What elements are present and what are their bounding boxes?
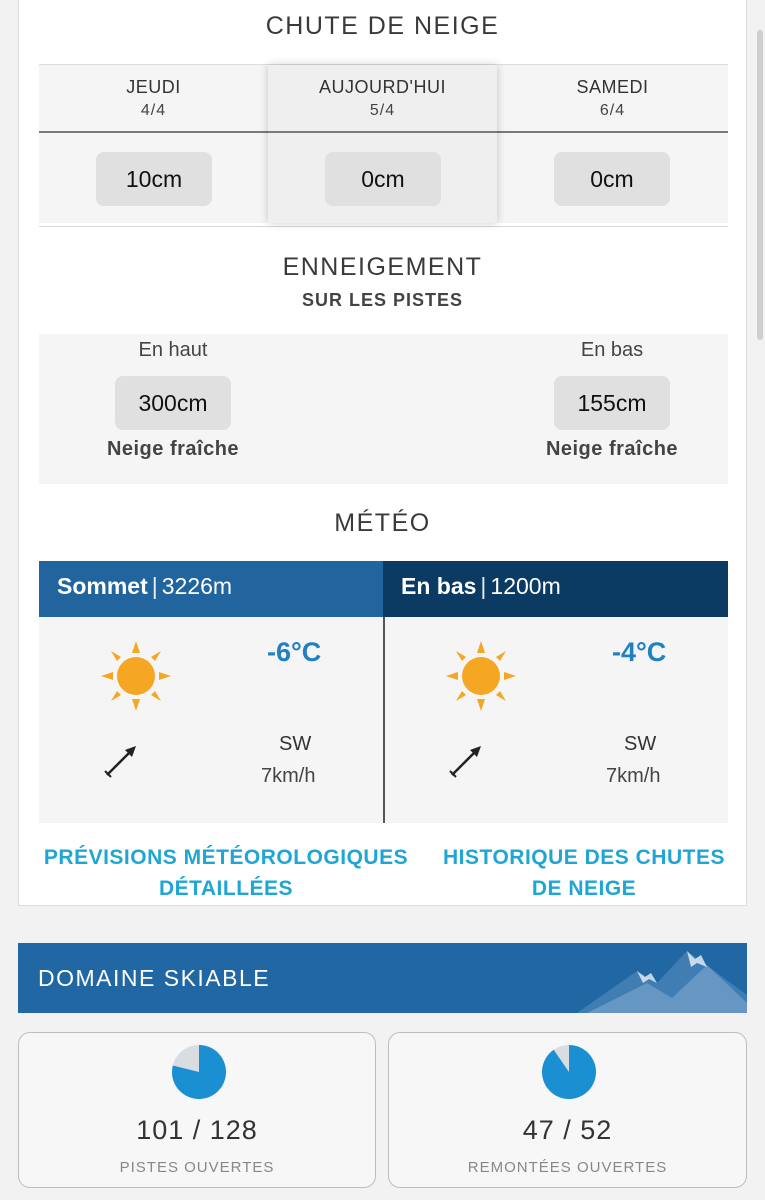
depth-bottom [512, 334, 712, 484]
depth-top-value: 300cm [115, 376, 231, 430]
lifts-caption: REMONTÉES OUVERTES [467, 1159, 668, 1176]
lifts-pie-icon [540, 1043, 598, 1101]
divider [39, 131, 268, 133]
base-name: En bas [401, 573, 477, 599]
base-wind-speed: 7km/h [606, 765, 661, 787]
wind-arrow-icon [448, 743, 484, 779]
day-label: SAMEDI [576, 77, 649, 97]
summit-weather [39, 617, 383, 823]
base-altitude: 1200m [490, 573, 561, 599]
snow-depth-subtitle: SUR LES PISTES [301, 290, 464, 310]
sun-icon [101, 641, 171, 711]
depth-bottom-label: En bas [580, 339, 644, 361]
base-temperature: -4°C [612, 637, 667, 667]
weather-panel [39, 561, 728, 823]
snow-depth-title: ENNEIGEMENT [282, 253, 483, 281]
summit-wind-direction: SW [279, 733, 312, 755]
summit-name: Sommet [57, 573, 148, 599]
day-label: JEUDI [126, 77, 181, 97]
scrollbar[interactable] [757, 30, 763, 340]
snowfall-amount: 10cm [96, 152, 212, 206]
depth-top-label: En haut [138, 339, 208, 361]
runs-caption: PISTES OUVERTES [119, 1159, 275, 1176]
snowfall-day-saturday [497, 65, 728, 223]
wind-arrow-icon [103, 743, 139, 779]
snowfall-history-link[interactable]: HISTORIQUE DES CHUTES DE NEIGE [443, 846, 725, 900]
weather-title: MÉTÉO [334, 509, 431, 537]
base-wind-direction: SW [624, 733, 657, 755]
snow-report-card [18, 0, 747, 906]
ski-area-header [18, 943, 747, 1013]
sun-icon [446, 641, 516, 711]
summit-temperature: -6°C [267, 637, 322, 667]
summit-altitude: 3226m [161, 573, 233, 599]
section-divider [39, 226, 728, 227]
lifts-open-count: 47 / 52 [522, 1115, 613, 1145]
runs-stat-card[interactable] [18, 1032, 376, 1188]
snowfall-title: CHUTE DE NEIGE [265, 12, 500, 40]
snowfall-table [39, 64, 728, 224]
base-header: En bas | 1200m [383, 561, 728, 617]
summit-wind-speed: 7km/h [261, 765, 316, 787]
base-weather [384, 617, 728, 823]
detailed-forecast-link[interactable]: PRÉVISIONS MÉTÉOROLOGIQUES DÉTAILLÉES [43, 846, 409, 900]
day-date: 5/4 [369, 102, 396, 119]
ski-area-title: DOMAINE SKIABLE [38, 965, 271, 991]
depth-top-type: Neige fraîche [106, 438, 240, 460]
snowfall-day-today [268, 65, 497, 223]
mountain-icon [577, 943, 747, 1013]
snow-depth-panel [39, 334, 728, 484]
snowfall-amount: 0cm [325, 152, 441, 206]
depth-bottom-value: 155cm [554, 376, 670, 430]
lifts-stat-card[interactable] [388, 1032, 747, 1188]
day-date: 4/4 [140, 102, 167, 119]
summit-header: Sommet | 3226m [39, 561, 383, 617]
divider [268, 131, 497, 133]
day-label: AUJOURD'HUI [319, 77, 446, 97]
depth-top [73, 334, 273, 484]
snowfall-amount: 0cm [554, 152, 670, 206]
depth-bottom-type: Neige fraîche [545, 438, 679, 460]
day-date: 6/4 [599, 102, 626, 119]
divider [497, 131, 728, 133]
snowfall-day-thursday [39, 65, 268, 223]
runs-pie-icon [170, 1043, 228, 1101]
runs-open-count: 101 / 128 [136, 1115, 258, 1145]
